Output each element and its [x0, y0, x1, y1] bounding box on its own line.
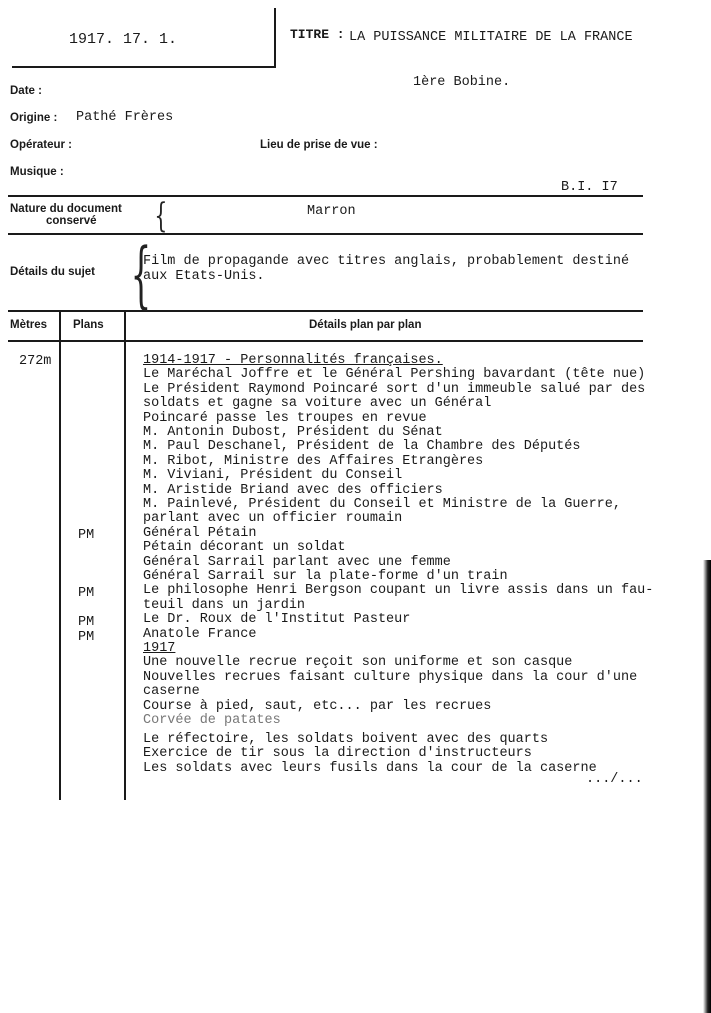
titre-label: TITRE : [290, 27, 345, 42]
section-divider-sujet [8, 310, 643, 312]
detail-line: M. Ribot, Ministre des Affaires Etrangères [143, 453, 484, 469]
scan-edge-shadow [703, 560, 711, 1013]
detail-line: 1914-1917 - Personnalités françaises. [143, 353, 443, 368]
detail-line: M. Painlevé, Président du Conseil et Ministre de la Guerre, [143, 497, 621, 512]
detail-line: M. Paul Deschanel, Président de la Chambre des Députés [143, 439, 581, 455]
plan-marker: PM [78, 630, 95, 645]
operateur-label: Opérateur : [10, 139, 72, 151]
detail-line: M. Viviani, Président du Conseil [143, 468, 403, 484]
sujet-line-1: Film de propagande avec titres anglais, probablement destiné [143, 254, 630, 269]
header-box-right-line [274, 8, 276, 68]
detail-line: Général Sarrail sur la plate-forme d'un train [143, 569, 508, 584]
detail-line: teuil dans un jardin [143, 597, 306, 613]
detail-line: Nouvelles recrues faisant culture physique dans la cour d'une [143, 669, 638, 685]
table-header-divider [8, 340, 643, 342]
sujet-label: Détails du sujet [10, 266, 95, 278]
metres-value: 272m [19, 354, 52, 369]
header-box-bottom-line [12, 66, 276, 68]
section-divider-nature [8, 233, 643, 235]
detail-line: soldats et gagne sa voiture avec un Général [143, 396, 492, 412]
detail-line: Corvée de patates [143, 713, 281, 728]
detail-line: Course à pied, saut, etc... par les recrues [143, 698, 492, 714]
nature-value: Marron [307, 204, 356, 219]
detail-line: parlant avec un officier roumain [143, 511, 403, 527]
detail-line: 1917 [143, 641, 176, 656]
origine-value: Pathé Frères [76, 110, 174, 125]
column-divider-metres [59, 311, 61, 800]
detail-line: Le Dr. Roux de l'Institut Pasteur [143, 612, 411, 628]
detail-line: Le Président Raymond Poincaré sort d'un immeuble salué par des [143, 381, 646, 397]
nature-label-line2: conservé [46, 215, 97, 227]
lieu-de-prise-de-vue-label: Lieu de prise de vue : [260, 139, 378, 151]
detail-line: Exercice de tir sous la direction d'instructeurs [143, 746, 532, 762]
detail-line: Anatole France [143, 626, 257, 642]
detail-line: Général Sarrail parlant avec une femme [143, 554, 451, 570]
sujet-brace: { [130, 232, 152, 316]
plan-marker: PM [78, 528, 95, 543]
nature-label-line1: Nature du document [10, 203, 122, 215]
detail-line: Le Maréchal Joffre et le Général Pershing bavardant (tête nue) [143, 367, 646, 383]
musique-label: Musique : [10, 166, 64, 178]
plan-marker: PM [78, 586, 95, 601]
date-label: Date : [10, 85, 42, 97]
detail-line: caserne [143, 684, 200, 700]
archive-code: B.I. I7 [561, 180, 618, 195]
detail-line: Pétain décorant un soldat [143, 540, 346, 556]
section-divider-top [8, 195, 643, 197]
detail-line: M. Aristide Briand avec des officiers [143, 482, 443, 498]
detail-line: Général Pétain [143, 525, 257, 541]
column-header-details: Détails plan par plan [309, 319, 422, 331]
continuation-marker: .../... [586, 772, 643, 787]
origine-label: Origine : [10, 112, 58, 124]
detail-line: Le philosophe Henri Bergson coupant un livre assis dans un fau- [143, 583, 654, 599]
detail-line: Une nouvelle recrue reçoit son uniforme et son casque [143, 655, 573, 671]
sujet-line-2: aux Etats-Unis. [143, 269, 265, 284]
titre-value: LA PUISSANCE MILITAIRE DE LA FRANCE [349, 30, 633, 45]
nature-brace: { [154, 196, 168, 236]
detail-line: M. Antonin Dubost, Président du Sénat [143, 425, 443, 440]
column-divider-plans [124, 311, 126, 800]
plan-marker: PM [78, 615, 95, 630]
bobine-label: 1ère Bobine. [413, 75, 511, 90]
detail-line: Les soldats avec leurs fusils dans la cour de la caserne [143, 760, 597, 776]
detail-line: Le réfectoire, les soldats boivent avec des quarts [143, 732, 549, 747]
reference-number: 1917. 17. 1. [69, 31, 178, 48]
column-header-plans: Plans [73, 319, 104, 331]
column-header-metres: Mètres [10, 319, 48, 331]
detail-line: Poincaré passe les troupes en revue [143, 410, 427, 426]
